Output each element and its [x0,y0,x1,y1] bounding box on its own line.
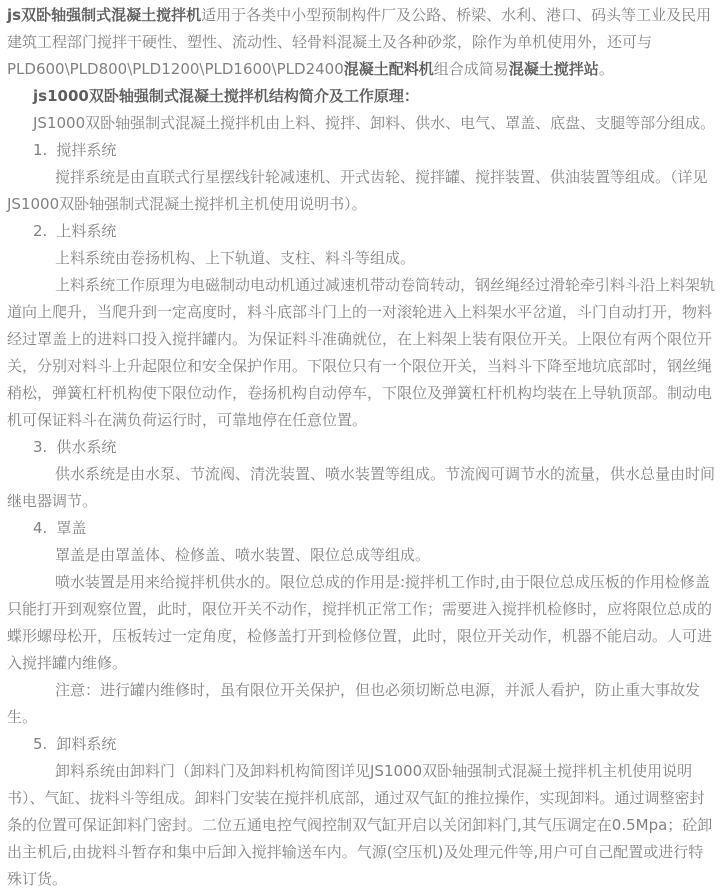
sections-container [7,137,718,893]
intro-period: 。 [598,60,614,78]
section-paragraph: 供水系统是由水泵、节流阀、清洗装置、喷水装置等组成。节流阀可调节水的流量，供水总量由时间继电器调节。 [7,465,716,510]
section-paragraph: 罩盖是由罩盖体、检修盖、喷水装置、限位总成等组成。 [55,546,431,564]
section-title: 上料系统 [56,222,117,240]
section-title-row [7,515,718,542]
intro-text-2: 组合成简易 [433,60,509,78]
section-paragraph: 上料系统由卷扬机构、上下轨道、支柱、料斗等组成。 [55,249,416,267]
section-number: 5. [33,735,48,753]
section-title: 供水系统 [56,438,117,456]
intro-paragraph [7,2,718,83]
section-paragraph: 搅拌系统是由直联式行星摆线针轮减速机、开式齿轮、搅拌罐、搅拌装置、供油装置等组成。（详见JS1000双卧轴强制式混凝土搅拌机主机使用说明书）。 [7,168,708,213]
section-number: 1. [33,141,48,159]
section-title-row [7,137,718,164]
intro-text: 适用于各类中小型预制构件厂及公路、桥梁、水利、港口、码头等工业及民用建筑工程部门搅拌干硬性、塑性、流动性、轻骨料混凝土及各种砂浆，除作为单机使用外，还可与PLD600\PLD800\PLD1200\PLD1600\PLD2400 [7,6,712,78]
section-paragraph: 喷水装置是用来给搅拌机供水的。限位总成的作用是:搅拌机工作时,由于限位总成压板的作用检修盖只能打开到观察位置，此时，限位开关不动作，搅拌机正常工作；需要进入搅拌机检修时，应将限位总成的蝶形螺母松开，压板转过一定角度，检修盖打开到检修位置，此时，限位开关动作，机器不能启动。人可进入搅拌罐内维修。 [7,573,713,672]
section-title-row [7,218,718,245]
section-title: 罩盖 [56,519,87,537]
section-paragraph: 注意：进行罐内维修时，虽有限位开关保护，但也必须切断总电源，并派人看护，防止重大事故发生。 [7,681,701,726]
section-title: 搅拌系统 [56,141,117,159]
section-heading: js1000双卧轴强制式混凝土搅拌机结构简介及工作原理： [33,87,419,105]
section-number: 3. [33,438,48,456]
section-paragraph: 上料系统工作原理为电磁制动电动机通过减速机带动卷筒转动，钢丝绳经过滑轮牵引料斗沿上料架轨道向上爬升，当爬升到一定高度时，料斗底部斗门上的一对滚轮进入上料架水平岔道，斗门自动打开，物料经过罩盖上的进料口投入搅拌罐内。为保证料斗准确就位，在上料架上装有限位开关。上限位有两个限位开关，分别对料斗上升起限位和安全保护作用。下限位只有一个限位开关，当料斗下降至地坑底部时，钢丝绳稍松，弹簧杠杆机构使下限位动作，卷扬机构自动停车，下限位及弹簧杠杆机构均装在上导轨顶部。制动电机可保证料斗在满负荷运行时，可靠地停在任意位置。 [7,276,716,429]
section-number: 2. [33,222,48,240]
section-title-row [7,434,718,461]
section-paragraph: 卸料系统由卸料门（卸料门及卸料机构简图详见JS1000双卧轴强制式混凝土搅拌机主机使用说明书）、气缸、拢料斗等组成。卸料门安装在搅拌机底部，通过双气缸的推拉操作，实现卸料。通过调整密封条的位置可保证卸料门密封。二位五通电控气阀控制双气缸开启以关闭卸料门,其气压调定在0.5Mpa；砼卸出主机后,由拢料斗暂存和集中后卸入搅拌输送车内。气源(空压机)及处理元件等,用户可自己配置或进行特殊订货。 [7,762,713,888]
intro-batcher-name: 混凝土配料机 [343,60,434,78]
intro-station-name: 混凝土搅拌站 [508,60,599,78]
section-title: 卸料系统 [56,735,117,753]
overview-paragraph: JS1000双卧轴强制式混凝土搅拌机由上料、搅拌、卸料、供水、电气、罩盖、底盘、支腿等部分组成。 [33,114,716,132]
intro-product-name: js双卧轴强制式混凝土搅拌机 [7,6,202,24]
section-number: 4. [33,519,48,537]
